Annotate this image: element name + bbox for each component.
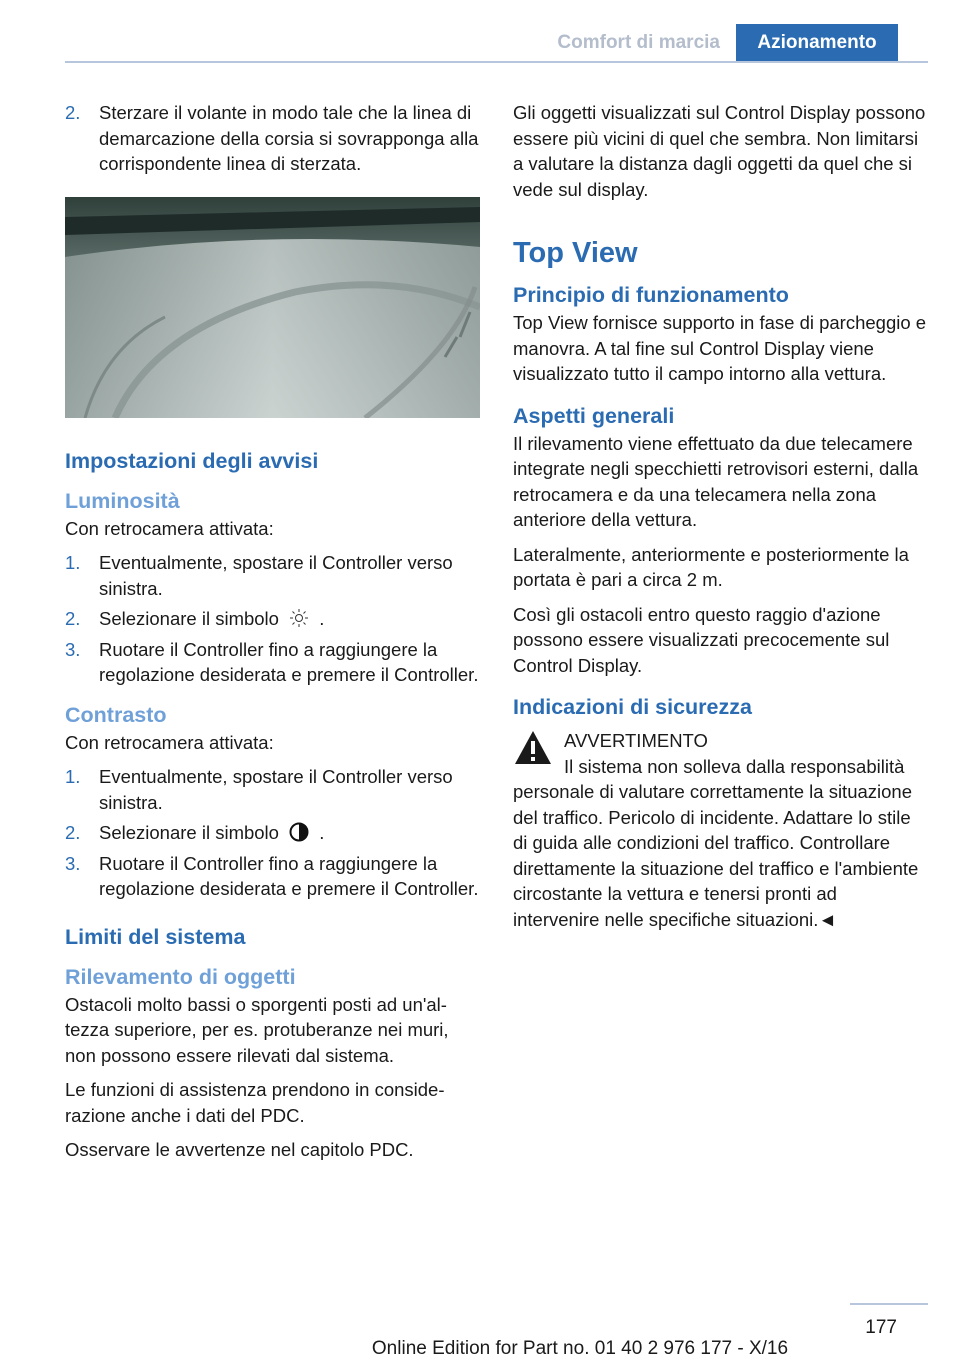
camera-view-illustration [65,197,480,418]
edition-note: Online Edition for Part no. 01 40 2 976 177 - X/16 [371,1338,789,1359]
warning-body: Il sistema non solleva dalla responsabilità personale di valutare correttamente la situazione del traffico. Pericolo di incidente. Adattare lo stile di guida alle condizioni del traffico. Controllare direttamente la situazione del traffico e l'ambiente circostante la vettura e tenersi pronti ad intervenire nelle specifiche situazioni.◄ [513,755,919,930]
step-number: 1. [65,766,81,787]
list-item [65,851,480,902]
header-chapter-tab: Azionamento [736,24,898,62]
step-text: Ruotare il Controller fino a raggiungere la regolazione desiderata e premere il Controller. [99,638,479,685]
top-view-heading: Top View [513,237,638,269]
brightness-heading: Luminosità [65,488,180,513]
brightness-intro: Con retrocamera attivata: [65,517,274,539]
safety-heading: Indicazioni di sicurezza [513,695,752,719]
brightness-steps [65,550,480,688]
general-paragraph-3: Così gli ostacoli entro questo raggio d'azione possono essere visualizzati precocemente sul Control Display. [513,603,890,676]
detection-paragraph-1: Ostacoli molto bassi o sporgenti posti ad un'altezza superiore, per es. protuberanze nei muri, non possono essere rilevati dal sistema. [65,993,449,1066]
contrast-icon [288,821,310,843]
step-number: 2. [65,102,81,123]
left-column [65,100,480,1172]
object-detection-heading: Rilevamento di oggetti [65,964,296,989]
step-text: Eventualmente, spostare il Controller verso sinistra. [99,766,453,813]
list-item [65,637,480,688]
contrast-intro: Con retrocamera attivata: [65,731,274,753]
step-number: 2. [65,822,81,843]
step-number: 1. [65,552,81,573]
list-item [65,606,480,632]
detection-paragraph-2: Le funzioni di assistenza prendono in considerazione anche i dati del PDC. [65,1079,445,1126]
general-paragraph-2: Lateralmente, anteriormente e posteriormente la portata è pari a circa 2 m. [513,543,909,590]
list-item [65,550,480,601]
right-column [513,100,928,932]
step-text-end: . [319,608,325,629]
warning-title: AVVERTIMENTO [564,730,708,751]
brightness-sun-icon [288,607,310,629]
objects-closer-paragraph: Gli oggetti visualizzati sul Control Display possono essere più vicini di quel che sembra. Non limitarsi a valutare la distanza dagli oggetti da quel che si vede sul display. [513,102,926,200]
step-text: Selezionare il simbolo [99,822,279,843]
step-number: 2. [65,608,81,629]
warning-triangle-icon [513,728,553,768]
step-text-end: . [319,822,325,843]
page-number: 177 [865,1317,897,1338]
system-limits-heading: Limiti del sistema [65,924,246,949]
detection-paragraph-3: Osservare le avvertenze nel capitolo PDC. [65,1139,414,1160]
list-item [65,820,480,846]
header-section-tab: Comfort di marcia [557,32,720,53]
footer-rule [850,1303,928,1305]
general-heading: Aspetti generali [513,403,675,428]
principle-heading: Principio di funzionamento [513,283,789,307]
principle-paragraph: Top View fornisce supporto in fase di parcheggio e manovra. A tal fine sul Control Display viene visualizzato tutto il campo intorno alla vettura. [513,312,927,384]
contrast-steps [65,764,480,902]
warning-block [513,728,928,932]
step-text: Ruotare il Controller fino a raggiungere la regolazione desiderata e premere il Controller. [99,852,479,899]
contrast-heading: Contrasto [65,702,167,727]
step-text: Eventualmente, spostare il Controller verso sinistra. [99,552,453,599]
step-text: Sterzare il volante in modo tale che la linea di demarcazione della corsia si sovrapponga alla corrispondente linea di sterzata. [99,102,479,174]
warning-settings-heading: Impostazioni degli avvisi [65,448,319,473]
list-item [65,764,480,815]
rear-camera-photo [65,197,480,418]
general-paragraph-1: Il rilevamento viene effettuato da due telecamere integrate negli specchietti retrovisori esterni, dalla retrocamera e da una telecamera nella zona anteriore della vettura. [513,432,919,530]
warning-text [513,754,928,933]
list-item [65,100,480,177]
steering-steps [65,100,480,177]
step-number: 3. [65,638,81,660]
header-rule [65,61,928,63]
step-number: 3. [65,852,81,874]
step-text: Selezionare il simbolo [99,608,279,629]
